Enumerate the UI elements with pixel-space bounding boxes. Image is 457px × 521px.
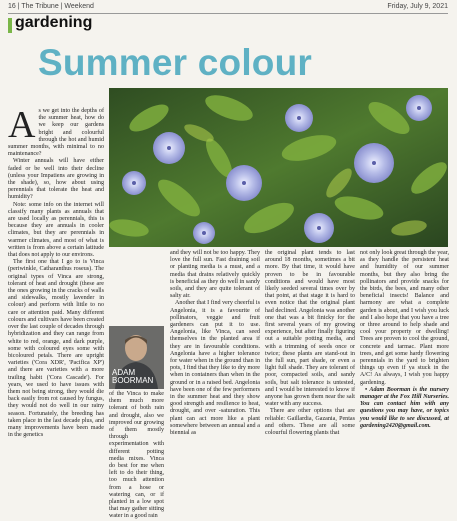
page-header <box>8 3 448 13</box>
section-title: gardening <box>15 14 93 31</box>
article-column-1 <box>8 104 104 480</box>
paragraph: the original plant tends to last around 18 months, sometimes a bit more. By that time, it would have proven to be in favourable conditions and would have most likely seeded several times over by that point, at that stage it is hard to even notice that the original plant had declined. Angelonia was another one that was a bit finicky for the first several years of my growing experience, but after finally figuring out a suitable potting media, and with a trimming of seeds once or twice; these plants are stand-out in the full sun, part shade, or even a light full shade. They are tolerant of poor, compacted soils, and sandy soils, but salt tolerance is untested, and I would be interested to know if anyone has grown them near the salt water with any success. <box>265 250 355 408</box>
intro-paragraph: s we get into the depths of the summer heat, how do we keep our gardens bright and colourful through the hot and humid summer months, with minimal to no maintenance? <box>8 108 104 158</box>
header-left: 16 | The Tribune | Weekend <box>8 3 94 10</box>
paragraph: Note: some info on the internet will classify many plants as annuals that are used locally as perennials, this is because they are annuals in cooler climates, but they are perennials in warmer climates, and most of what is written is from above a certain latitude that does not apply to our environs. <box>8 201 104 259</box>
paragraph: not only look great through the year, as they handle the persistent heat and humidity of our summer months, but they also bring the pollinators and provide snacks for the birds, the bees, and many other beneficial insects! Balance and harmony are what a complete garden is about, and I wish you luck and I also hope that you have a tree or three around to help shade and cool your property or dwelling! Trees are proven to cool the ground, concrete and tarmac. Plant more trees, and get some hardy flowering perennials in the yard to brighten things up even if ya stuck in the A/C! As always, I wish you happy gardening. <box>360 250 449 386</box>
article-column-4 <box>265 250 355 480</box>
photo-image <box>109 88 448 247</box>
author-portrait <box>109 326 164 389</box>
paragraph: The first one that I go to is Vinca (periwinkle, Catharanthus roseus). The original types of Vinca are strong, tolerant of heat and drought (these are the ones growing in the cracks of walls and sidewalks, mostly lavender in colour) and perform with little to no care or attention paid. Many different colours and cultivars have been created over the last couple of decades through hybridization and they can range from white to red, orange, and dark purple, some with coloured eyes some with bicoloured petals. There are upright varieties ('Cora XDR', 'Pacifica XP') and there are varieties with a more trailing habit ('Cora Cascade'). For years, we used to have issues with them not being strong, they would die back easily from rot caused by fungus, they would not do well in our rainy season. Fortunately, the breeding has taken place in the last decade plus, and many improvements have been made in the genetics <box>8 259 104 439</box>
headline: Summer colour <box>38 42 312 83</box>
paragraph: Another that I find very cheerful is Angelonia, it is a favourite of pollinators, veggie and fruit gardeners can put it to use. Angelonia, like Vinca, can seed themselves in the planted area if they are in favourable conditions. Angelonia have a higher tolerance for water when in the ground than in pots, I find that they like to dry more when in containers than when in the ground or in a raised bed. Angelonia have been one of the few performers in the summer heat and they show good strength and resilience to heat, drought, and over -saturation. This plant can act more like a plant somewhere between an annual and a biennial as <box>170 300 260 437</box>
drop-cap: A <box>8 104 36 146</box>
article-column-2 <box>109 391 164 520</box>
author-name: ADAM BOORMAN <box>112 368 154 385</box>
author-bio-note: • Adam Boorman is the nursery manager at the Fox Hill Nurseries. You can contact him with any questions you may have, or topics you would like to see discussed, at gardening2420@gmail.com. <box>360 386 449 429</box>
header-date: Friday, July 9, 2021 <box>387 3 448 10</box>
article-column-3 <box>170 250 260 480</box>
paragraph: and they will not be too happy. They love the full sun. Fast draining soil or planting media is a must, and a media that drains relatively quickly is beneficial as they do well in sandy soils, and they are quite tolerant of salty air. <box>170 250 260 300</box>
vinca-flowers-photo <box>109 88 448 247</box>
paragraph: of the Vinca to make them much more tolerant of both rain and drought, also we improved our growing of them mostly through experimentation with different potting media mixes. Vinca do best for me when left to do their thing, too much attention from a hose or watering can, or if planted in a low spot that may gather sitting water in a good rain <box>109 391 164 520</box>
section-accent-bar <box>8 18 12 33</box>
paragraph: There are other options that are reliable: Gaillardia, Gazania, Pentas and others. These are all some colourful flowering plants that <box>265 408 355 437</box>
article-column-5 <box>360 250 449 480</box>
paragraph: Winter annuals will have either faded or be well into their decline (unless your Impatiens are growing in the shade), so, how about using perennials that tolerate the heat and humidity? <box>8 158 104 201</box>
